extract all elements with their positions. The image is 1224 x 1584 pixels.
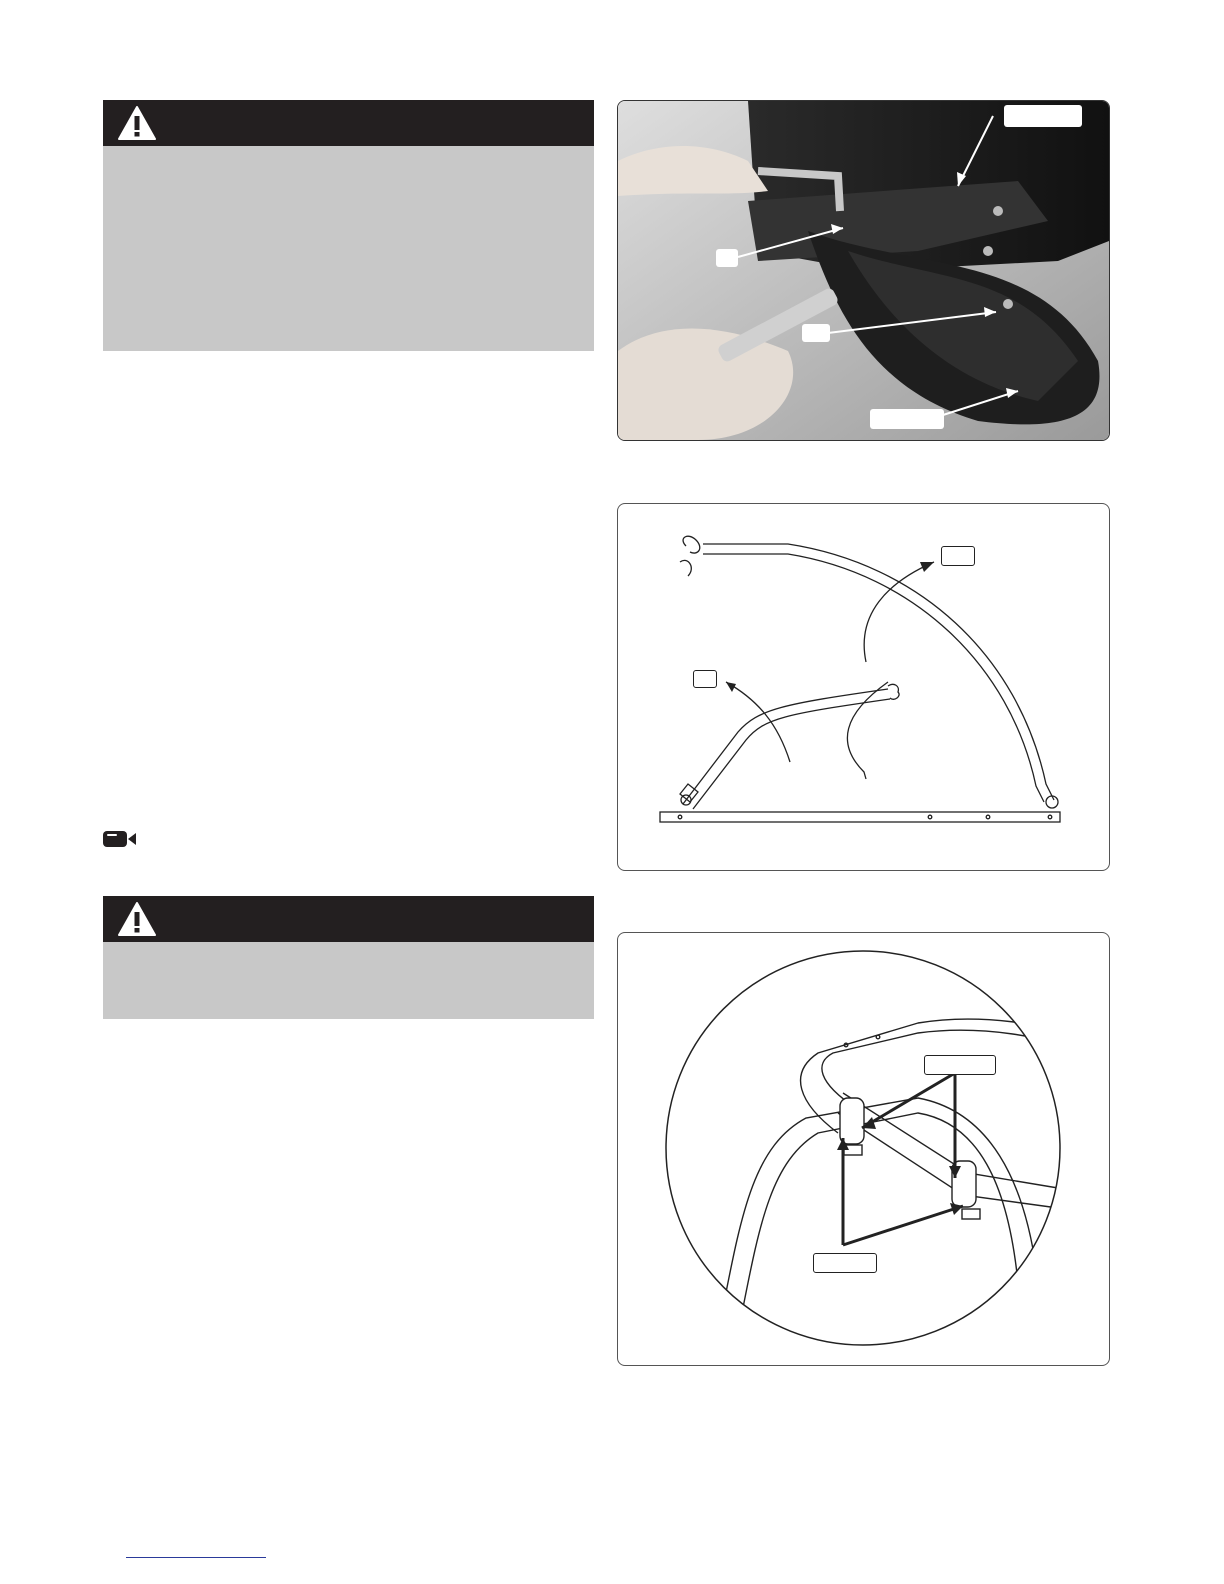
clamp-detail-diagram xyxy=(617,932,1110,1366)
frame-diagram xyxy=(617,503,1110,871)
footer-link[interactable] xyxy=(126,1557,266,1558)
warning-text xyxy=(103,146,594,166)
warning-header xyxy=(103,896,594,942)
photo-label-top-right xyxy=(1004,105,1082,127)
clamp-label-upper xyxy=(924,1055,996,1075)
warning-triangle-icon xyxy=(117,901,157,937)
photo-label-center xyxy=(802,324,830,342)
diagram-label-upper xyxy=(941,546,975,566)
photo-label-bottom xyxy=(870,409,944,429)
warning-box-2 xyxy=(103,896,594,1019)
photo-label-left xyxy=(716,249,738,267)
warning-box-1 xyxy=(103,100,594,351)
video-camera-icon xyxy=(103,829,137,849)
diagram-label-lower xyxy=(693,670,717,688)
warning-text xyxy=(103,942,594,962)
photo-illustration xyxy=(618,101,1109,440)
warning-header xyxy=(103,100,594,146)
frame-drawing xyxy=(618,504,1109,870)
assembly-photo xyxy=(617,100,1110,441)
clamp-label-lower xyxy=(813,1253,877,1273)
clamp-drawing xyxy=(618,933,1109,1365)
warning-triangle-icon xyxy=(117,105,157,141)
